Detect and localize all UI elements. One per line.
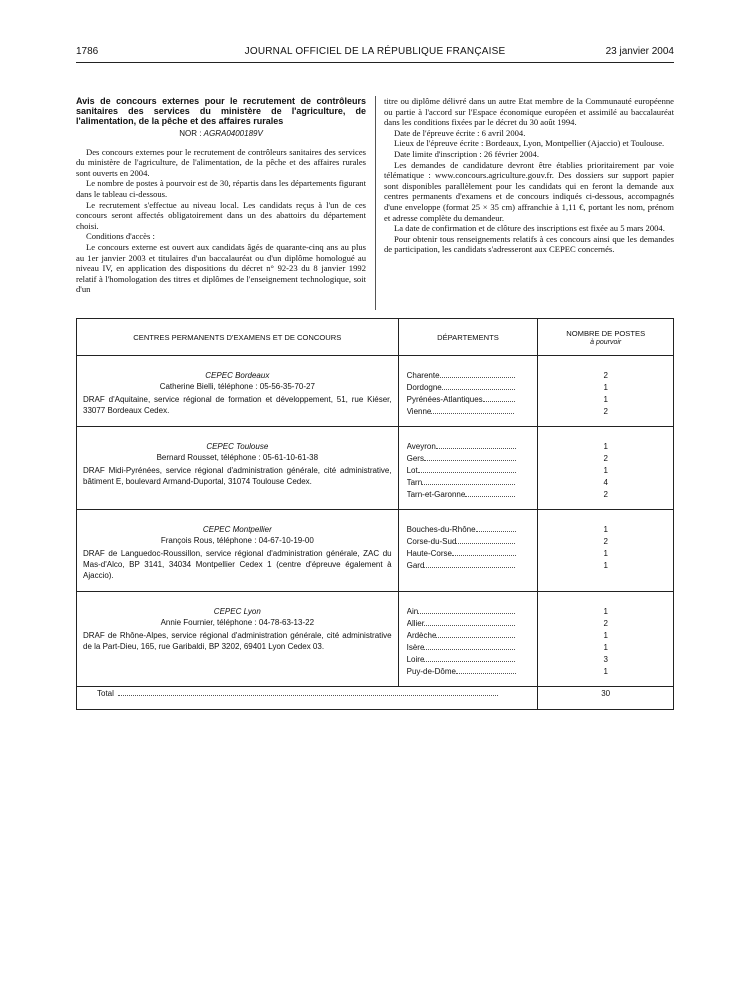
page-number: 1786	[76, 46, 99, 57]
leader-dots	[424, 460, 516, 461]
issue-date: 23 janvier 2004	[605, 46, 674, 57]
header-postes	[538, 319, 674, 356]
header-rule	[76, 62, 674, 63]
total-row	[77, 687, 674, 710]
leader-dots	[418, 472, 516, 473]
leader-dots	[418, 613, 515, 614]
table-body	[77, 356, 674, 710]
centre-cell	[77, 427, 399, 510]
postes-value: 1	[603, 442, 608, 451]
paragraph: Les demandes de candidature devront être établies prioritairement par voie télématique : www.concours.agriculture.gouv.fr. Des dossiers sur support papier sont disponibles parallèlement pour les candidats qui en feront la demande aux centres permanents d'examens et de concours indiqués ci-dessous, accompagnés d'une enveloppe (format 25 × 35 cm) affranchie à 1,11 €, portant les nom, prénom et adresse complète du demandeur.	[384, 159, 674, 223]
centre-contact: François Rous, téléphone : 04-67-10-19-00	[160, 536, 314, 545]
departement-name: Haute-Corse	[406, 549, 452, 558]
postes-value: 1	[603, 631, 608, 640]
departement-name: Puy-de-Dôme	[406, 667, 456, 676]
departement-entry	[407, 489, 532, 501]
centre-cell	[77, 356, 399, 427]
header-departements: DÉPARTEMENTS	[398, 319, 538, 356]
page-header	[76, 44, 674, 60]
centre-contact: Annie Fournier, téléphone : 04-78-63-13-22	[160, 618, 315, 627]
leader-dots	[456, 673, 516, 674]
departement-name: Vienne	[406, 407, 432, 416]
table-header-row	[77, 319, 674, 356]
departement-name: Bouches-du-Rhône	[406, 525, 476, 534]
departement-entry	[407, 654, 532, 666]
paragraph: Conditions d'accès :	[86, 231, 155, 242]
postes-value: 1	[603, 667, 608, 676]
centre-contact: Catherine Bielli, téléphone : 05-56-35-70-27	[159, 382, 315, 391]
paragraph: Le concours externe est ouvert aux candidats âgés de quarante-cinq ans au plus au 1er janvier 2003 et titulaires d'un baccalauréat ou d'un diplôme homologué au niveau IV, en application des dispositions du décret n° 92-23 du 8 janvier 1992 relatif à l'homologation des titres et diplômes de l'enseignement technologique, soit d'un	[76, 241, 366, 295]
article-title: Avis de concours externes pour le recrutement de contrôleurs sanitaires des services du ministère de l'agriculture, de l'alimentation, de la pêche et des affaires rurales	[76, 96, 366, 126]
departement-name: Gard	[406, 561, 425, 570]
header-postes-sub: à pourvoir	[590, 338, 622, 346]
departements-cell	[398, 592, 538, 687]
leader-dots	[442, 389, 515, 390]
column-divider	[375, 96, 376, 310]
centre-address: DRAF de Languedoc-Roussillon, service régional d'administration générale, ZAC du Mas-d'Alco, BP 3141, 34034 Montpellier Cedex 1 (centre d'épreuve également à Ajaccio).	[83, 549, 392, 580]
leader-dots	[431, 413, 514, 414]
journal-title: JOURNAL OFFICIEL DE LA RÉPUBLIQUE FRANÇAISE	[244, 46, 506, 57]
paragraph: Date de l'épreuve écrite : 6 avril 2004.	[394, 127, 526, 138]
paragraph: titre ou diplôme délivré dans un autre Etat membre de la Communauté européenne ou partie à l'accord sur l'Espace économique européen et assimilé au baccalauréat dans les conditions fixées par le décret du 30 août 1994.	[384, 96, 674, 128]
departement-name: Tarn-et-Garonne	[406, 490, 466, 499]
leader-dots	[424, 625, 515, 626]
departement-name: Pyrénées-Atlantiques	[406, 395, 483, 404]
postes-cell	[538, 510, 674, 592]
postes-value: 3	[603, 655, 608, 664]
centre-name: CEPEC Montpellier	[202, 525, 272, 534]
header-centres: CENTRES PERMANENTS D'EXAMENS ET DE CONCOURS	[77, 319, 399, 356]
departement-name: Loire	[406, 655, 425, 664]
table-row	[77, 356, 674, 427]
departement-name: Isère	[406, 643, 425, 652]
departement-entry	[407, 630, 532, 642]
table-row	[77, 592, 674, 687]
leader-dots	[436, 448, 516, 449]
leader-dots	[465, 496, 515, 497]
postes-table	[76, 318, 674, 710]
departement-name: Dordogne	[406, 383, 442, 392]
departements-cell	[398, 427, 538, 510]
postes-value: 1	[603, 383, 608, 392]
paragraph: Le nombre de postes à pourvoir est de 30, répartis dans les départements figurant dans le tableau ci-dessous.	[76, 178, 366, 199]
total-value: 30	[538, 687, 674, 710]
departement-entry	[407, 394, 532, 406]
centre-cell	[77, 510, 399, 592]
centre-address: DRAF d'Aquitaine, service régional de formation et développement, 51, rue Kiéser, 33077 Bordeaux Cedex.	[83, 395, 392, 415]
postes-value: 2	[603, 454, 608, 463]
postes-value: 1	[603, 466, 608, 475]
total-label-cell	[77, 687, 538, 710]
nor-value: AGRA0400189V	[203, 129, 263, 138]
nor-reference	[76, 129, 366, 140]
departement-name: Allier	[406, 619, 425, 628]
departement-entry	[407, 465, 532, 477]
paragraph: Lieux de l'épreuve écrite : Bordeaux, Lyon, Montpellier (Ajaccio) et Toulouse.	[394, 138, 665, 149]
departement-entry	[407, 441, 532, 453]
postes-value: 2	[603, 407, 608, 416]
header-postes-label: NOMBRE DE POSTES	[566, 328, 646, 338]
departement-name: Ain	[406, 607, 419, 616]
right-column	[384, 96, 674, 255]
table-row	[77, 427, 674, 510]
postes-value: 1	[603, 643, 608, 652]
departement-entry	[407, 548, 532, 560]
departement-name: Corse-du-Sud	[406, 537, 457, 546]
postes-value: 1	[603, 395, 608, 404]
centre-contact: Bernard Rousset, téléphone : 05-61-10-61-38	[156, 453, 319, 462]
departement-name: Tarn	[406, 478, 423, 487]
postes-cell	[538, 427, 674, 510]
postes-value: 1	[603, 561, 608, 570]
postes-cell	[538, 592, 674, 687]
departement-entry	[407, 453, 532, 465]
nor-label: NOR :	[179, 129, 202, 138]
departement-name: Charente	[406, 371, 440, 380]
leader-dots	[436, 637, 515, 638]
leader-dots	[452, 555, 516, 556]
postes-value: 2	[603, 490, 608, 499]
paragraph: Le recrutement s'effectue au niveau local. Les candidats reçus à l'un de ces concours seront affectés obligatoirement dans un des abattoirs du département choisi.	[76, 199, 366, 231]
departement-entry	[407, 524, 532, 536]
leader-dots	[424, 567, 515, 568]
total-label: Total	[97, 689, 114, 698]
leader-dots	[456, 543, 515, 544]
centre-name: CEPEC Bordeaux	[205, 371, 270, 380]
paragraph: Pour obtenir tous renseignements relatifs à ces concours ainsi que les demandes de participation, les candidats s'adresseront aux CEPEC concernés.	[384, 233, 674, 255]
postes-value: 2	[603, 537, 608, 546]
postes-value: 2	[603, 619, 608, 628]
leader-dots	[422, 484, 515, 485]
leader-dots	[424, 661, 515, 662]
departements-cell	[398, 356, 538, 427]
postes-value: 1	[603, 607, 608, 616]
table-row	[77, 510, 674, 592]
centre-cell	[77, 592, 399, 687]
departement-entry	[407, 666, 532, 678]
paragraph: Des concours externes pour le recrutement de contrôleurs sanitaires des services du ministère de l'agriculture, de l'alimentation, de la pêche et des affaires rurales sont ouverts en 2004.	[76, 146, 366, 178]
departement-entry	[407, 382, 532, 394]
postes-value: 2	[603, 371, 608, 380]
postes-value: 1	[603, 525, 608, 534]
centre-address: DRAF de Rhône-Alpes, service régional d'administration générale, cité administrative de la Part-Dieu, 165, rue Garibaldi, BP 3202, 69401 Lyon Cedex 03.	[83, 631, 392, 651]
paragraph: Date limite d'inscription : 26 février 2004.	[394, 148, 539, 159]
departement-name: Aveyron	[406, 442, 436, 451]
departement-name: Lot	[406, 466, 418, 475]
departements-cell	[398, 510, 538, 592]
centre-name: CEPEC Lyon	[213, 607, 261, 616]
departement-entry	[407, 606, 532, 618]
left-column	[76, 96, 366, 295]
centre-name: CEPEC Toulouse	[206, 442, 269, 451]
departement-entry	[407, 536, 532, 548]
departement-name: Gers	[406, 454, 424, 463]
leader-dots	[118, 695, 498, 696]
departement-entry	[407, 370, 532, 382]
centre-address: DRAF Midi-Pyrénées, service régional d'administration générale, cité administrative, bâtiment E, boulevard Armand-Duportal, 31074 Toulouse Cedex.	[83, 466, 392, 486]
postes-cell	[538, 356, 674, 427]
departement-entry	[407, 406, 532, 418]
leader-dots	[483, 401, 515, 402]
postes-value: 4	[603, 478, 608, 487]
departement-entry	[407, 560, 532, 572]
departement-name: Ardèche	[406, 631, 437, 640]
departement-entry	[407, 642, 532, 654]
leader-dots	[440, 377, 515, 378]
departement-entry	[407, 477, 532, 489]
leader-dots	[476, 531, 516, 532]
postes-value: 1	[603, 549, 608, 558]
leader-dots	[424, 649, 515, 650]
paragraph: La date de confirmation et de clôture des inscriptions est fixée au 5 mars 2004.	[394, 223, 665, 234]
departement-entry	[407, 618, 532, 630]
